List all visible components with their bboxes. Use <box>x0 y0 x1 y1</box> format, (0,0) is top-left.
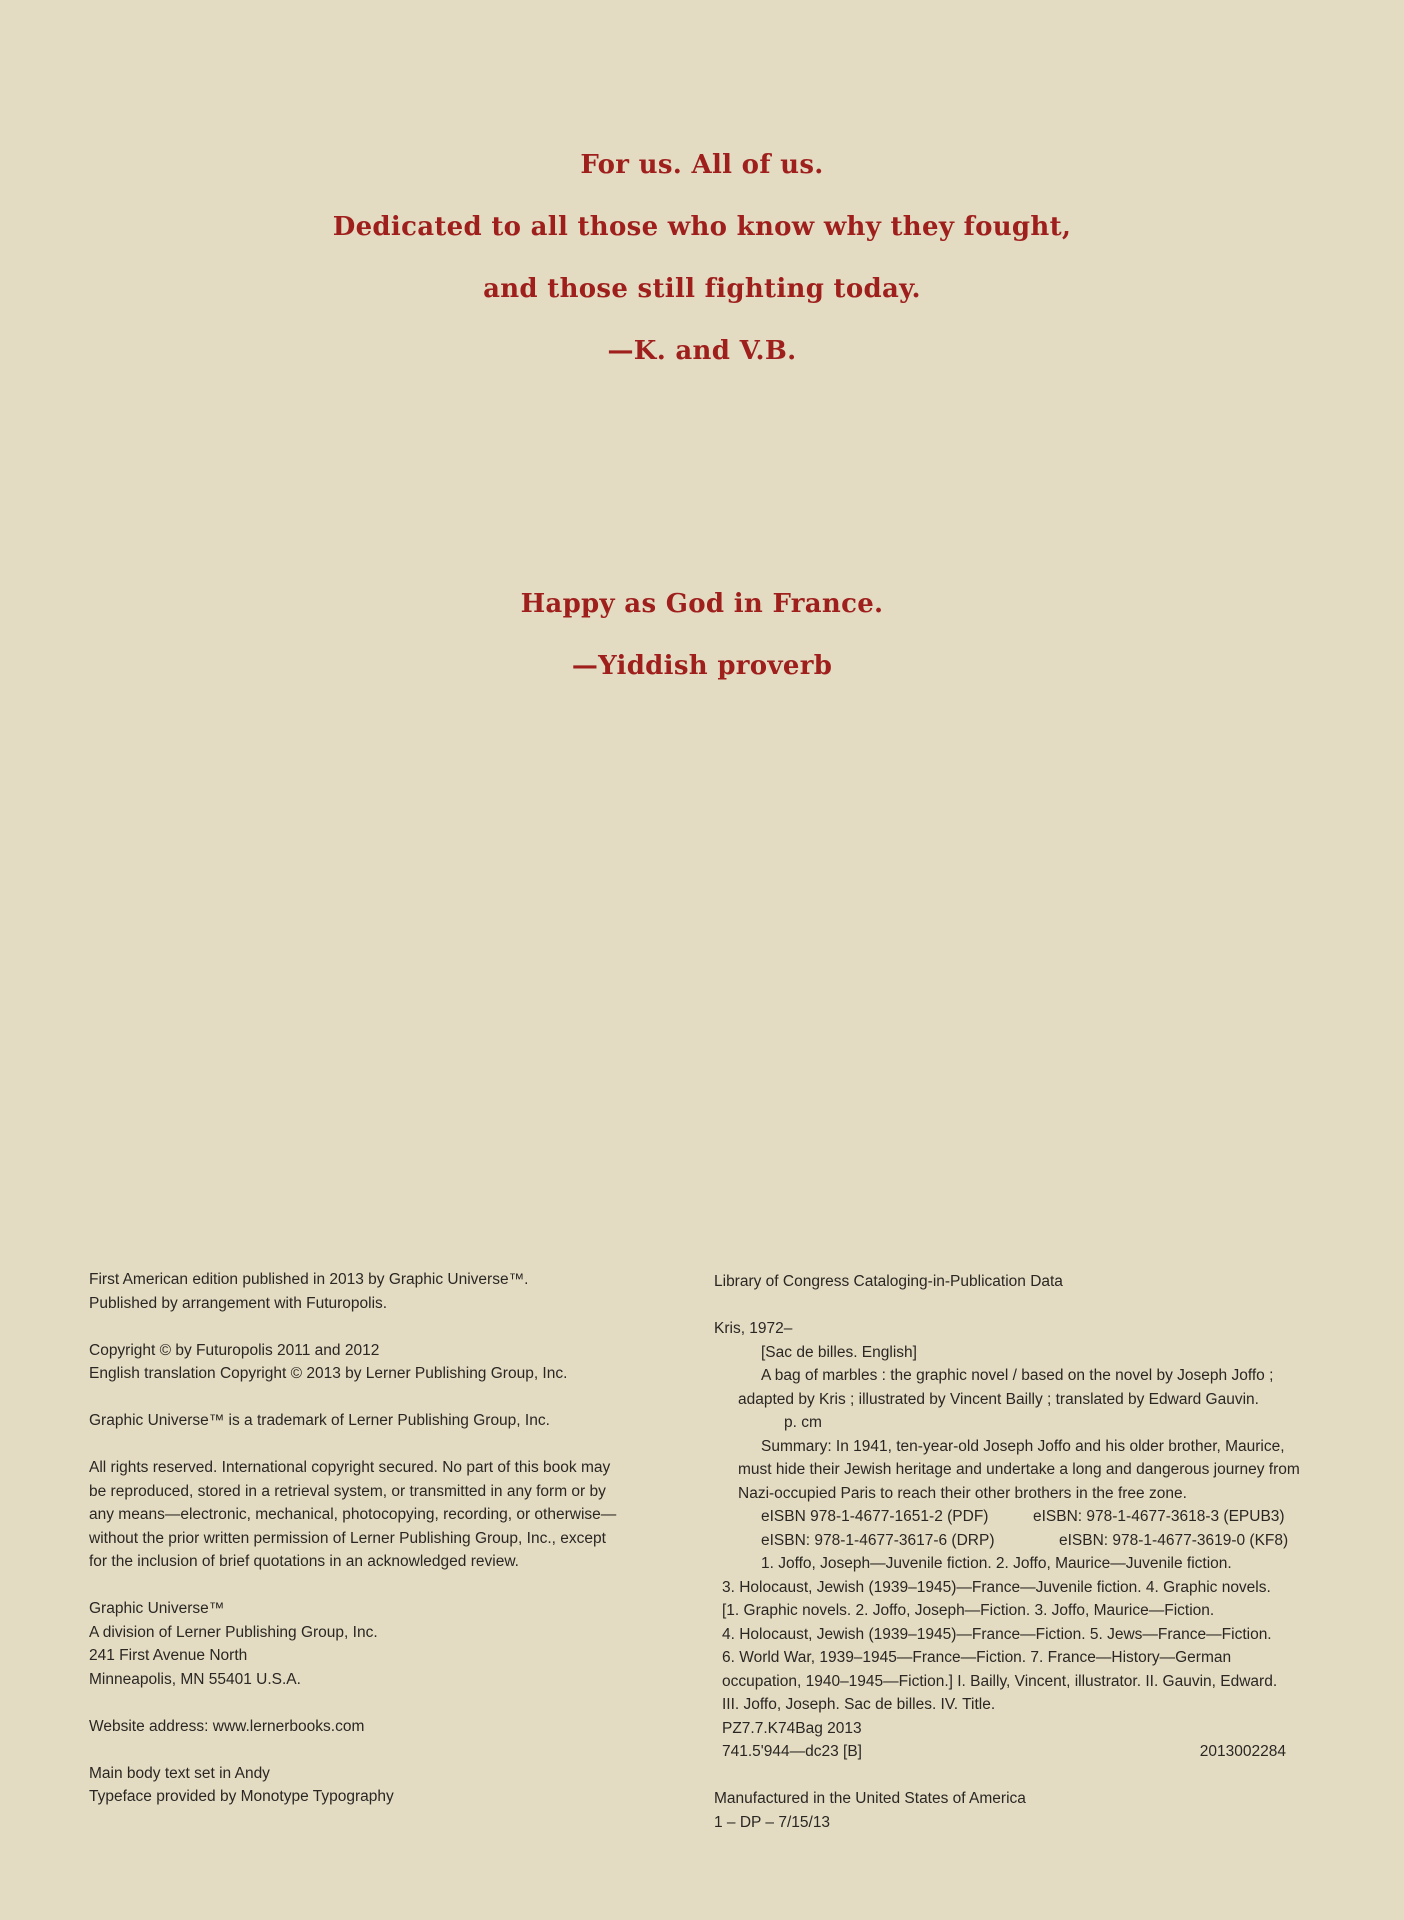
isbn: eISBN 978-1-4677-1651-2 (PDF) <box>761 1508 989 1525</box>
cip-subject: occupation, 1940–1945—Fiction.] I. Bailly, Vincent, illustrator. II. Gauvin, Edward. <box>722 1672 1278 1690</box>
dedication-line: and those still fighting today. <box>483 274 921 304</box>
copyright-notice <box>89 1339 629 1386</box>
text-line: without the prior written permission of Lerner Publishing Group, Inc., except <box>89 1529 606 1547</box>
website-line: Website address: www.lernerbooks.com <box>89 1717 365 1735</box>
publishing-info <box>89 1268 629 1832</box>
text-line: Graphic Universe™ is a trademark of Lerner Publishing Group, Inc. <box>89 1412 550 1429</box>
cip-heading: Library of Congress Cataloging-in-Publication Data <box>714 1273 1063 1290</box>
cip-physical: p. cm <box>784 1414 822 1431</box>
publisher-address <box>89 1597 629 1691</box>
text-line: Graphic Universe™ <box>89 1600 225 1617</box>
text-line: any means—electronic, mechanical, photocopying, recording, or otherwise— <box>89 1506 617 1523</box>
text-line: English translation Copyright © 2013 by Lerner Publishing Group, Inc. <box>89 1365 568 1382</box>
manufacturing-notice <box>714 1787 1294 1834</box>
text-line: First American edition published in 2013 by Graphic Universe™. <box>89 1271 529 1288</box>
cip-summary: Summary: In 1941, ten-year-old Joseph Joffo and his older brother, Maurice, <box>761 1437 1285 1455</box>
website-notice <box>89 1715 629 1739</box>
text-line: Typeface provided by Monotype Typography <box>89 1788 394 1805</box>
cip-call-number: PZ7.7.K74Bag 2013 <box>722 1719 862 1737</box>
edition-notice <box>89 1268 629 1315</box>
isbn-row <box>714 1529 1294 1553</box>
cip-title: A bag of marbles : the graphic novel / based on the novel by Joseph Joffo ; <box>761 1367 1274 1384</box>
text-line: All rights reserved. International copyright secured. No part of this book may <box>89 1459 611 1476</box>
cip-record <box>714 1317 1300 1764</box>
cip-subject: III. Joffo, Joseph. Sac de billes. IV. Title. <box>722 1696 996 1713</box>
dedication-line: For us. All of us. <box>580 150 824 180</box>
cip-subject: 3. Holocaust, Jewish (1939–1945)—France—Juvenile fiction. 4. Graphic novels. <box>722 1578 1271 1596</box>
cip-data <box>714 1270 1300 1858</box>
epigraph <box>0 573 1404 697</box>
cip-summary: must hide their Jewish heritage and undertake a long and dangerous journey from <box>738 1461 1300 1478</box>
isbn: eISBN: 978-1-4677-3619-0 (KF8) <box>1059 1531 1289 1549</box>
text-line: be reproduced, stored in a retrieval system, or transmitted in any form or by <box>89 1482 606 1500</box>
cip-subject: [1. Graphic novels. 2. Joffo, Joseph—Fiction. 3. Joffo, Maurice—Fiction. <box>722 1602 1215 1619</box>
dedication <box>0 134 1404 382</box>
classification-row <box>714 1740 1294 1764</box>
isbn: eISBN: 978-1-4677-3617-6 (DRP) <box>761 1531 995 1549</box>
isbn: eISBN: 978-1-4677-3618-3 (EPUB3) <box>1033 1508 1285 1525</box>
text-line: for the inclusion of brief quotations in an acknowledged review. <box>89 1553 519 1570</box>
cip-subject: 6. World War, 1939–1945—France—Fiction. 7. France—History—German <box>722 1649 1232 1666</box>
text-line: 1 – DP – 7/15/13 <box>714 1813 831 1831</box>
epigraph-quote: Happy as God in France. <box>520 589 884 619</box>
dedication-line: Dedicated to all those who know why they fought, <box>332 212 1072 242</box>
epigraph-attribution: —Yiddish proverb <box>571 651 833 681</box>
cip-subject: 1. Joffo, Joseph—Juvenile fiction. 2. Joffo, Maurice—Juvenile fiction. <box>761 1555 1232 1572</box>
cip-summary: Nazi-occupied Paris to reach their other brothers in the free zone. <box>738 1484 1187 1502</box>
isbn-row <box>714 1505 1294 1529</box>
text-line: Published by arrangement with Futuropolis. <box>89 1294 388 1312</box>
trademark-notice <box>89 1409 629 1433</box>
dedication-signature: —K. and V.B. <box>607 336 797 366</box>
text-line: A division of Lerner Publishing Group, Inc. <box>89 1623 378 1641</box>
cip-heading-block <box>714 1270 1294 1294</box>
text-line: Copyright © by Futuropolis 2011 and 2012 <box>89 1341 380 1359</box>
text-line: 241 First Avenue North <box>89 1647 248 1664</box>
text-line: Minneapolis, MN 55401 U.S.A. <box>89 1670 301 1688</box>
cip-author: Kris, 1972– <box>714 1320 793 1337</box>
cip-subject: 4. Holocaust, Jewish (1939–1945)—France—Fiction. 5. Jews—France—Fiction. <box>722 1625 1272 1643</box>
cip-title-cont: adapted by Kris ; illustrated by Vincent Bailly ; translated by Edward Gauvin. <box>738 1390 1259 1408</box>
typeface-notice <box>89 1762 629 1809</box>
lccn: 2013002284 <box>1199 1743 1286 1760</box>
rights-notice <box>89 1456 629 1574</box>
text-line: Manufactured in the United States of America <box>714 1790 1026 1807</box>
cip-uniform-title: [Sac de billes. English] <box>761 1343 917 1361</box>
dewey-number: 741.5'944—dc23 [B] <box>722 1743 862 1760</box>
text-line: Main body text set in Andy <box>89 1764 270 1782</box>
